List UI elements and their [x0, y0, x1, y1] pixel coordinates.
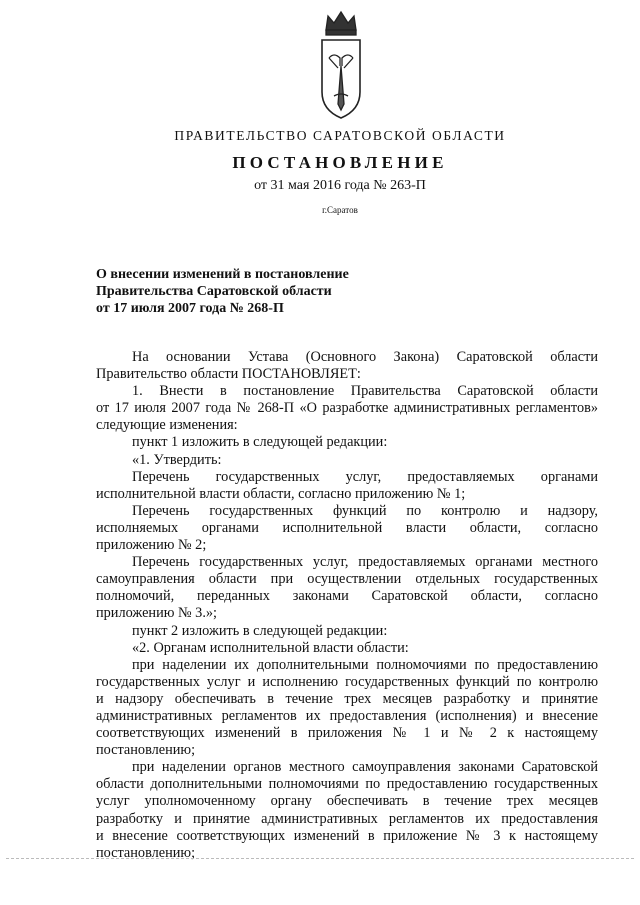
scan-edge-divider [6, 858, 634, 859]
body-line: при наделении их дополнительными полномочиями по предоставлению [132, 656, 598, 673]
body-line: при наделении органов местного самоуправления законами Саратовской [132, 759, 598, 776]
body-line: пункт 1 изложить в следующей редакции: [132, 434, 388, 451]
body-line: 1. Внести в постановление Правительства Саратовской области [132, 383, 598, 400]
body-line: области дополнительными полномочиями по предоставлению государственных [96, 776, 598, 793]
body-line: «1. Утвердить: [132, 451, 222, 468]
body-line: от 17 июля 2007 года № 268-П «О разработке административных регламентов» [96, 400, 598, 417]
body-line: следующие изменения: [96, 417, 238, 434]
body-line: разработку и принятие административных регламентов их предоставления [96, 810, 598, 827]
body-line: соответствующих изменений в приложения № 1 и № 2 к настоящему [96, 725, 598, 742]
decree-subject [96, 266, 349, 317]
body-line: «2. Органам исполнительной власти области: [132, 639, 409, 656]
body-line: исполняемых органами исполнительной власти области, согласно [96, 519, 598, 536]
body-line: постановлению; [96, 844, 196, 861]
body-line: государственных услуг и исполнению государственных функций по контролю [96, 673, 598, 690]
body-line: самоуправления области при осуществлении отдельных государственных [96, 571, 598, 588]
body-line: исполнительной власти области, согласно приложению № 1; [96, 485, 466, 502]
body-line: приложению № 3.»; [96, 605, 218, 622]
body-line: и надзору обеспечивать в течение трех месяцев разработку и принятие [96, 690, 598, 707]
body-line: пункт 2 изложить в следующей редакции: [132, 622, 388, 639]
body-line: постановлению; [96, 742, 196, 759]
body-line: полномочий, переданных законами Саратовской области, согласно [96, 588, 598, 605]
body-line: Перечень государственных услуг, предоставляемых органами местного [132, 554, 598, 571]
body-line: административных регламентов их предоставления (исполнения) и внесение [96, 707, 598, 724]
subject-line: О внесении изменений в постановление [96, 267, 349, 282]
coat-of-arms-emblem [316, 8, 366, 120]
subject-line: Правительства Саратовской области [96, 284, 332, 299]
document-type: ПОСТАНОВЛЕНИЕ [232, 153, 448, 172]
subject-line: от 17 июля 2007 года № 268-П [96, 301, 284, 316]
decree-body [96, 349, 598, 862]
body-line: Перечень государственных функций по контролю и надзору, [132, 502, 598, 519]
government-name: ПРАВИТЕЛЬСТВО САРАТОВСКОЙ ОБЛАСТИ [174, 128, 506, 143]
body-line: приложению № 2; [96, 537, 207, 554]
body-line: услуг уполномоченному органу обеспечивать в течение трех месяцев [96, 793, 598, 810]
body-line: Правительство области ПОСТАНОВЛЯЕТ: [96, 366, 361, 383]
decree-date-number: от 31 мая 2016 года № 263-П [254, 178, 426, 193]
body-line: и внесение соответствующих изменений в приложение № 3 к настоящему [96, 827, 598, 844]
body-line: Перечень государственных услуг, предоставляемых органами [132, 468, 598, 485]
body-line: На основании Устава (Основного Закона) Саратовской области [132, 349, 598, 365]
decree-city: г.Саратов [322, 205, 358, 215]
